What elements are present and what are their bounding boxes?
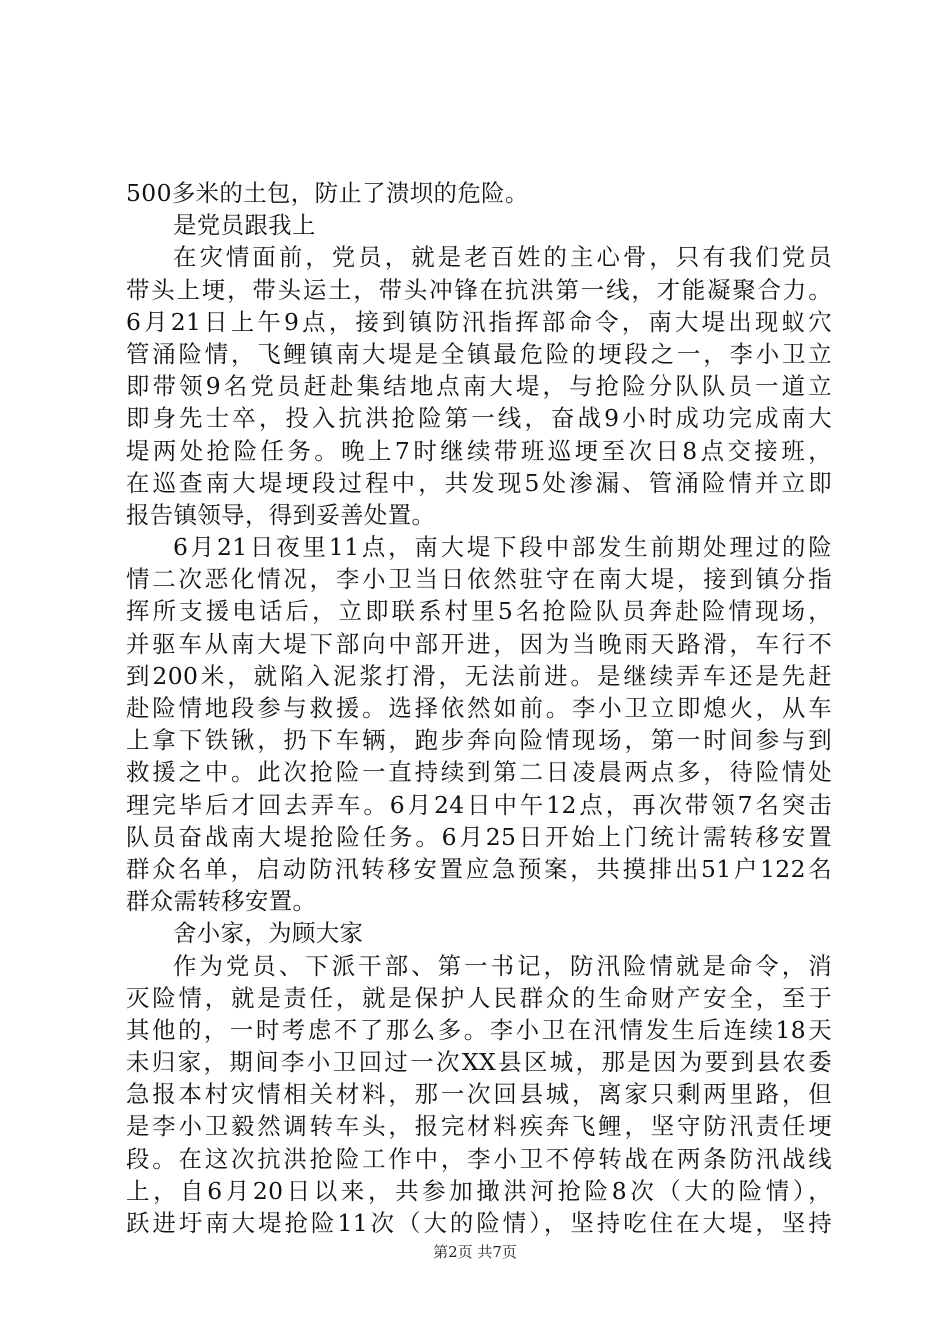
body-text [126,177,832,1239]
text-line: 群众需转移安置。 [126,887,317,916]
text-line: 500多米的土包，防止了溃坝的危险。 [126,179,529,207]
text-line: 队员奋战南大堤抢险任务。6月25日开始上门统计需转移安置 [126,822,832,851]
text-line: 挥所支援电话后，立即联系村里5名抢险队员奔赴险情现场， [126,597,832,626]
text-line: 其他的，一时考虑不了那么多。李小卫在汛情发生后连续18天 [126,1015,832,1044]
text-line: 段。在这次抗洪抢险工作中，李小卫不停转战在两条防汛战线 [126,1144,832,1173]
text-line: 6月21日上午9点，接到镇防汛指挥部命令，南大堤出现蚁穴 [126,307,832,336]
text-line: 是李小卫毅然调转车头，报完材料疾奔飞鲤，坚守防汛责任埂 [126,1112,832,1141]
text-line: 管涌险情，飞鲤镇南大堤是全镇最危险的埂段之一，李小卫立 [126,339,832,368]
text-line: 群众名单，启动防汛转移安置应急预案，共摸排出51户122名 [126,854,832,883]
page-footer: 第2页 共7页 [433,1243,517,1261]
text-line: 堤两处抢险任务。晚上7时继续带班巡埂至次日8点交接班， [126,436,832,465]
text-line: 急报本村灾情相关材料，那一次回县城，离家只剩两里路，但 [126,1080,832,1109]
text-line: 上拿下铁锹，扔下车辆，跑步奔向险情现场，第一时间参与到 [126,726,832,755]
text-line: 在巡查南大堤埂段过程中，共发现5处渗漏、管涌险情并立即 [126,468,832,497]
text-line: 6月21日夜里11点，南大堤下段中部发生前期处理过的险 [173,533,832,562]
text-line: 舍小家，为顾大家 [173,919,364,948]
text-line: 即带领9名党员赶赴集结地点南大堤，与抢险分队队员一道立 [126,372,832,401]
text-line: 并驱车从南大堤下部向中部开进，因为当晚雨天路滑，车行不 [126,629,832,658]
text-line: 是党员跟我上 [173,211,316,240]
text-line: 即身先士卒，投入抗洪抢险第一线，奋战9小时成功完成南大 [126,404,832,433]
text-line: 在灾情面前，党员，就是老百姓的主心骨，只有我们党员 [173,243,832,272]
text-line: 赴险情地段参与救援。选择依然如前。李小卫立即熄火，从车 [126,694,832,722]
text-line: 未归家，期间李小卫回过一次XX县区城，那是因为要到县农委 [126,1048,832,1077]
text-line: 灭险情，就是责任，就是保护人民群众的生命财产安全，至于 [126,983,832,1012]
text-line: 理完毕后才回去弄车。6月24日中午12点，再次带领7名突击 [126,790,832,819]
text-line: 跃进圩南大堤抢险11次（大的险情），坚持吃住在大堤，坚持 [126,1209,832,1237]
text-line: 报告镇领导，得到妥善处置。 [126,500,436,529]
text-line: 作为党员、下派干部、第一书记，防汛险情就是命令，消 [173,951,832,980]
text-line: 情二次恶化情况，李小卫当日依然驻守在南大堤，接到镇分指 [126,565,832,594]
text-line: 到200米，就陷入泥浆打滑，无法前进。是继续弄车还是先赶 [126,661,832,690]
text-line: 救援之中。此次抢险一直持续到第二日凌晨两点多，待险情处 [126,758,832,787]
text-line: 带头上埂，带头运土，带头冲锋在抗洪第一线，才能凝聚合力。 [126,275,832,304]
text-line: 上，自6月20日以来，共参加撖洪河抢险8次（大的险情）， [126,1176,832,1205]
